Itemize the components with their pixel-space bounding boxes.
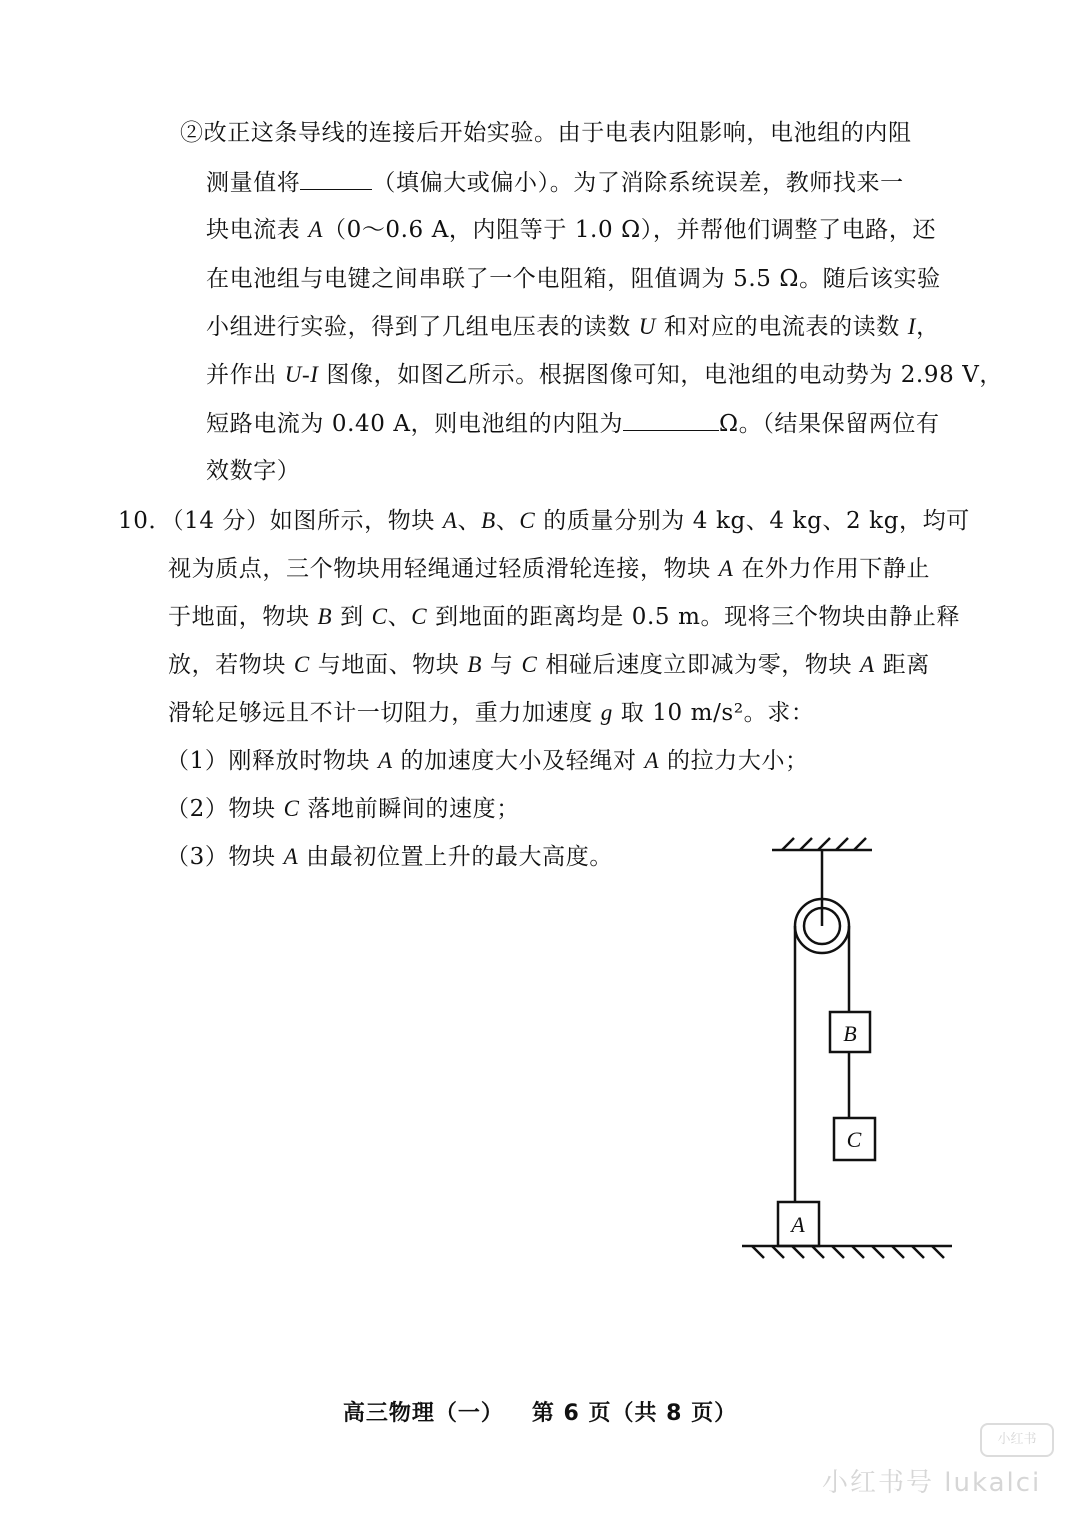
variable: C [293,652,310,677]
text: 视为质点，三个物块用轻绳通过轻质滑轮连接，物块 [168,556,711,582]
variable: I [907,314,917,339]
text: 到地面的距离均是 0.5 m。现将三个物块由静止释 [435,604,961,630]
text: 放，若物块 [168,652,286,678]
text: 到 [340,604,364,630]
text: 滑轮足够远且不计一切阻力，重力加速度 [168,700,593,726]
text: 相碰后速度立即减为零，物块 [545,652,853,678]
text: 测量值将 [206,170,301,196]
text: 并作出 [206,362,277,388]
text: 取 10 m/s²。求： [620,700,815,726]
block-b-label: B [843,1021,857,1046]
text: 图像，如图乙所示。根据图像可知，电池组的电动势为 2.98 V， [326,362,1004,388]
text: 于地面，物块 [168,604,310,630]
text: 短路电流为 0.40 A，则电池组的内阻为 [206,411,624,437]
footer-page: 第 6 页（共 8 页） [531,1401,738,1426]
variable: B [317,604,333,629]
variable: A [718,556,734,581]
text: 落地前瞬间的速度； [307,796,520,822]
ceiling-hatch [782,838,866,850]
variable: C [411,604,428,629]
variable: C [519,508,536,533]
text: ②改正这条导线的连接后开始实验。由于电表内阻影响，电池组的内阻 [180,120,912,146]
text: Ω。（结果保留两位有 [719,411,940,437]
variable: C [521,652,538,677]
variable: U [638,314,656,339]
text: 的质量分别为 4 kg、4 kg、2 kg，均可 [543,508,970,534]
text: （3）物块 [166,844,276,870]
text: （14 分）如图所示，物块 [172,508,435,534]
block-c-label: C [846,1127,862,1152]
text: 的加速度大小及轻绳对 [400,748,637,774]
variable: g [600,700,613,725]
text: （填偏大或偏小）。为了消除系统误差，教师找来一 [372,170,904,196]
text: 和对应的电流表的读数 [663,314,900,340]
variable: C [371,604,388,629]
question-number: 10． [118,508,173,534]
footer-subject: 高三物理（一） [342,1401,504,1426]
text: 由最初位置上升的最大高度。 [306,844,613,870]
watermark-logo: 小红书 [980,1423,1054,1457]
variable: A [283,844,299,869]
variable: U-I [284,362,319,387]
text: 距离 [882,652,930,678]
text: 块电流表 [206,217,301,243]
text: 小组进行实验，得到了几组电压表的读数 [206,314,631,340]
variable: B [481,508,496,533]
variable: A [308,217,323,242]
text: 在电池组与电键之间串联了一个电阻箱，阻值调为 5.5 Ω。随后该实验 [206,266,941,292]
text: ， [916,314,940,340]
variable: A [442,508,458,533]
watermark-text: 小红书号 lukalci [822,1468,1042,1498]
page-footer [0,1396,1080,1427]
ground-hatch [752,1246,944,1258]
text: （1）刚释放时物块 [166,748,371,774]
text: 在外力作用下静止 [741,556,931,582]
text: （2）物块 [166,796,276,822]
variable: C [283,796,300,821]
text: 与 [489,652,514,678]
variable: A [377,748,393,773]
text: 、 [387,604,412,630]
variable: A [644,748,660,773]
variable: A [860,652,875,677]
text: 、 [457,508,482,534]
text: 与地面、物块 [317,652,460,678]
block-a-label: A [791,1212,805,1237]
text: 、 [495,508,520,534]
variable: B [467,652,482,677]
text: 的拉力大小； [667,748,809,774]
text: （0～0.6 A，内阻等于 1.0 Ω），并帮他们调整了电路，还 [322,217,937,243]
text: 效数字） [206,458,301,484]
